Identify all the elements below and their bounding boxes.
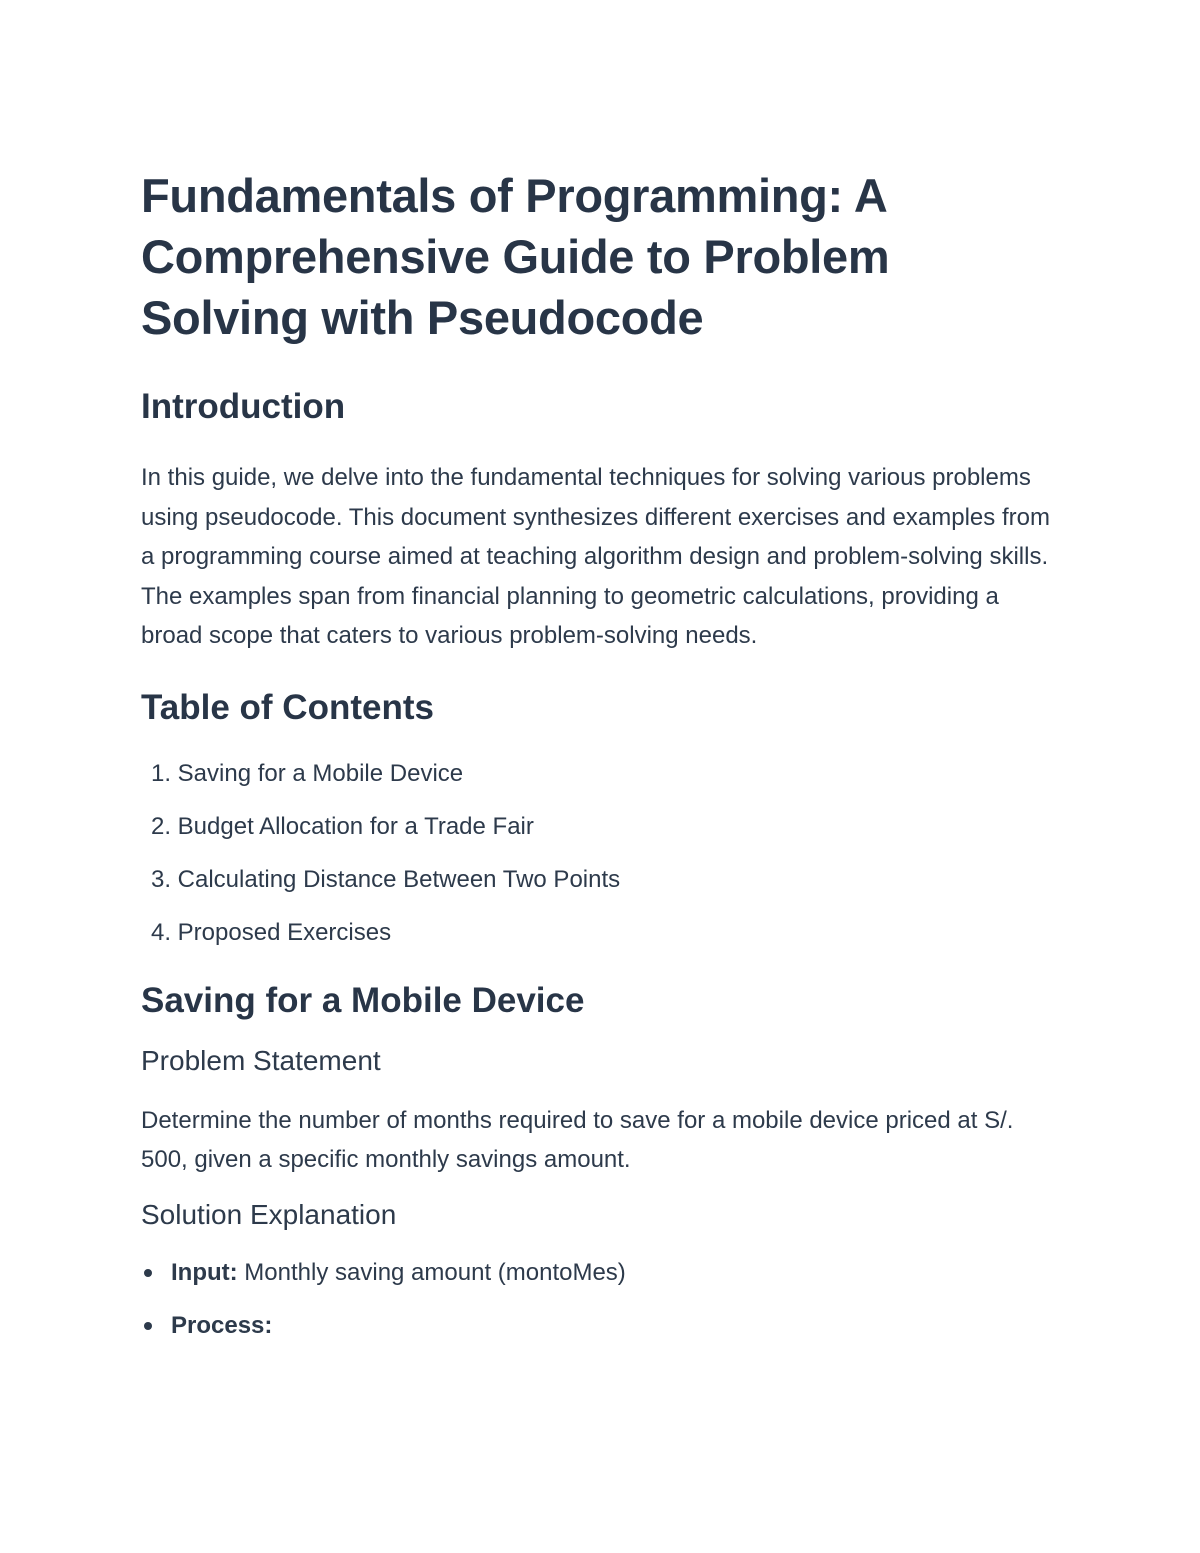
toc-item <box>141 809 1061 845</box>
introduction-heading: Introduction <box>141 387 346 426</box>
solution-explanation-heading: Solution Explanation <box>141 1198 397 1230</box>
introduction-paragraph: In this guide, we delve into the fundamental techniques for solving various problems using pseudocode. This document synthesizes different exercises and examples from a programming course aimed at teaching algorithm design and problem-solving skills. The examples span from financial planning to geometric calculations, providing a broad scope that caters to various problem-solving needs. <box>141 464 1050 649</box>
table-of-contents <box>141 756 1061 951</box>
toc-item <box>141 756 1061 792</box>
toc-heading: Table of Contents <box>141 687 434 727</box>
problem-statement-heading: Problem Statement <box>141 1044 381 1076</box>
bullet-icon <box>144 1322 152 1330</box>
solution-bullet-list <box>141 1255 1061 1344</box>
bullet-text: Monthly saving amount (montoMes) <box>237 1258 626 1286</box>
bullet-label: Input: <box>171 1258 238 1286</box>
document-page <box>141 165 1061 1361</box>
saving-section-heading: Saving for a Mobile Device <box>141 980 585 1020</box>
problem-statement-paragraph: Determine the number of months required to save for a mobile device priced at S/. 500, given a specific monthly savings amount. <box>141 1106 1014 1173</box>
toc-item <box>141 862 1061 898</box>
toc-item-number: 4. <box>150 918 171 946</box>
bullet-label: Process: <box>171 1311 273 1339</box>
toc-item-number: 1. <box>150 759 171 787</box>
toc-item-label: Proposed Exercises <box>177 918 392 946</box>
list-item <box>141 1255 1061 1291</box>
toc-item-number: 3. <box>150 865 171 893</box>
document-title: Fundamentals of Programming: A Comprehensive Guide to Problem Solving with Pseudocode <box>141 169 890 344</box>
toc-item-label: Budget Allocation for a Trade Fair <box>177 812 534 840</box>
toc-item-label: Calculating Distance Between Two Points <box>177 865 621 893</box>
toc-item-label: Saving for a Mobile Device <box>177 759 464 787</box>
list-item <box>141 1308 1061 1344</box>
toc-item-number: 2. <box>150 812 171 840</box>
toc-item <box>141 915 1061 951</box>
bullet-icon <box>144 1269 152 1277</box>
